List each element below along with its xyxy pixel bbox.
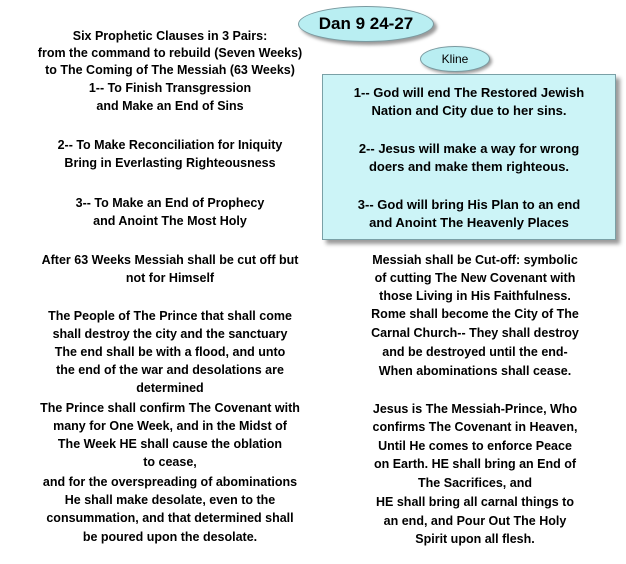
right-line: confirms The Covenant in Heaven, — [372, 420, 578, 434]
right-line: Jesus is The Messiah-Prince, Who — [372, 402, 578, 416]
kline-label-oval — [420, 46, 490, 72]
right-line: Carnal Church-- They shall destroy — [371, 326, 579, 340]
left-line: Bring in Everlasting Righteousness — [64, 156, 276, 170]
page-title: Dan 9 24-27 — [318, 14, 414, 33]
left-line: many for One Week, and in the Midst of — [53, 419, 287, 433]
left-line: After 63 Weeks Messiah shall be cut off but — [41, 253, 299, 267]
left-line: 3-- To Make an End of Prophecy — [75, 196, 265, 210]
left-line: 1-- To Finish Transgression — [88, 81, 252, 95]
left-line: be poured upon the desolate. — [82, 530, 258, 544]
left-line: shall destroy the city and the sanctuary — [52, 327, 288, 341]
left-line: not for Himself — [125, 271, 215, 285]
right-line: Until He comes to enforce Peace — [378, 439, 572, 453]
right-line: an end, and Pour Out The Holy — [383, 514, 567, 528]
right-line: of cutting The New Covenant with — [374, 271, 576, 285]
left-line: to cease, — [143, 455, 197, 469]
box-line: Nation and City due to her sins. — [371, 103, 567, 118]
left-line: and Anoint The Most Holy — [93, 214, 247, 228]
interpretation-box — [322, 74, 616, 240]
kline-label: Kline — [441, 52, 469, 66]
right-line: HE shall bring all carnal things to — [376, 495, 574, 509]
left-line: He shall make desolate, even to the — [64, 493, 276, 507]
left-line: and Make an End of Sins — [96, 99, 244, 113]
left-line: consummation, and that determined shall — [46, 511, 294, 525]
box-line: 3-- God will bring His Plan to an end — [357, 197, 581, 212]
left-line: The People of The Prince that shall come — [48, 309, 292, 323]
right-line: and be destroyed until the end- — [382, 345, 568, 359]
box-line: 1-- God will end The Restored Jewish — [353, 85, 585, 100]
right-line: Messiah shall be Cut-off: symbolic — [372, 253, 578, 267]
box-line: and Anoint The Heavenly Places — [369, 215, 569, 230]
left-line: from the command to rebuild (Seven Weeks) — [37, 46, 303, 60]
right-line: on Earth. HE shall bring an End of — [373, 457, 577, 471]
left-line: and for the overspreading of abominations — [42, 475, 298, 489]
right-line: When abominations shall cease. — [378, 364, 572, 378]
right-line: Spirit upon all flesh. — [415, 532, 535, 546]
left-line: 2-- To Make Reconciliation for Iniquity — [57, 138, 283, 152]
left-line: The Week HE shall cause the oblation — [57, 437, 283, 451]
right-line: The Sacrifices, and — [418, 476, 532, 490]
left-line: the end of the war and desolations are — [56, 363, 284, 377]
left-line: determined — [136, 381, 204, 395]
left-line: The end shall be with a flood, and unto — [54, 345, 286, 359]
left-line: to The Coming of The Messiah (63 Weeks) — [45, 63, 295, 77]
left-line: Six Prophetic Clauses in 3 Pairs: — [72, 29, 268, 43]
box-line: 2-- Jesus will make a way for wrong — [358, 141, 580, 156]
box-line: doers and make them righteous. — [368, 159, 570, 174]
right-line: those Living in His Faithfulness. — [379, 289, 571, 303]
right-line: Rome shall become the City of The — [371, 307, 579, 321]
left-line: The Prince shall confirm The Covenant with — [40, 401, 300, 415]
